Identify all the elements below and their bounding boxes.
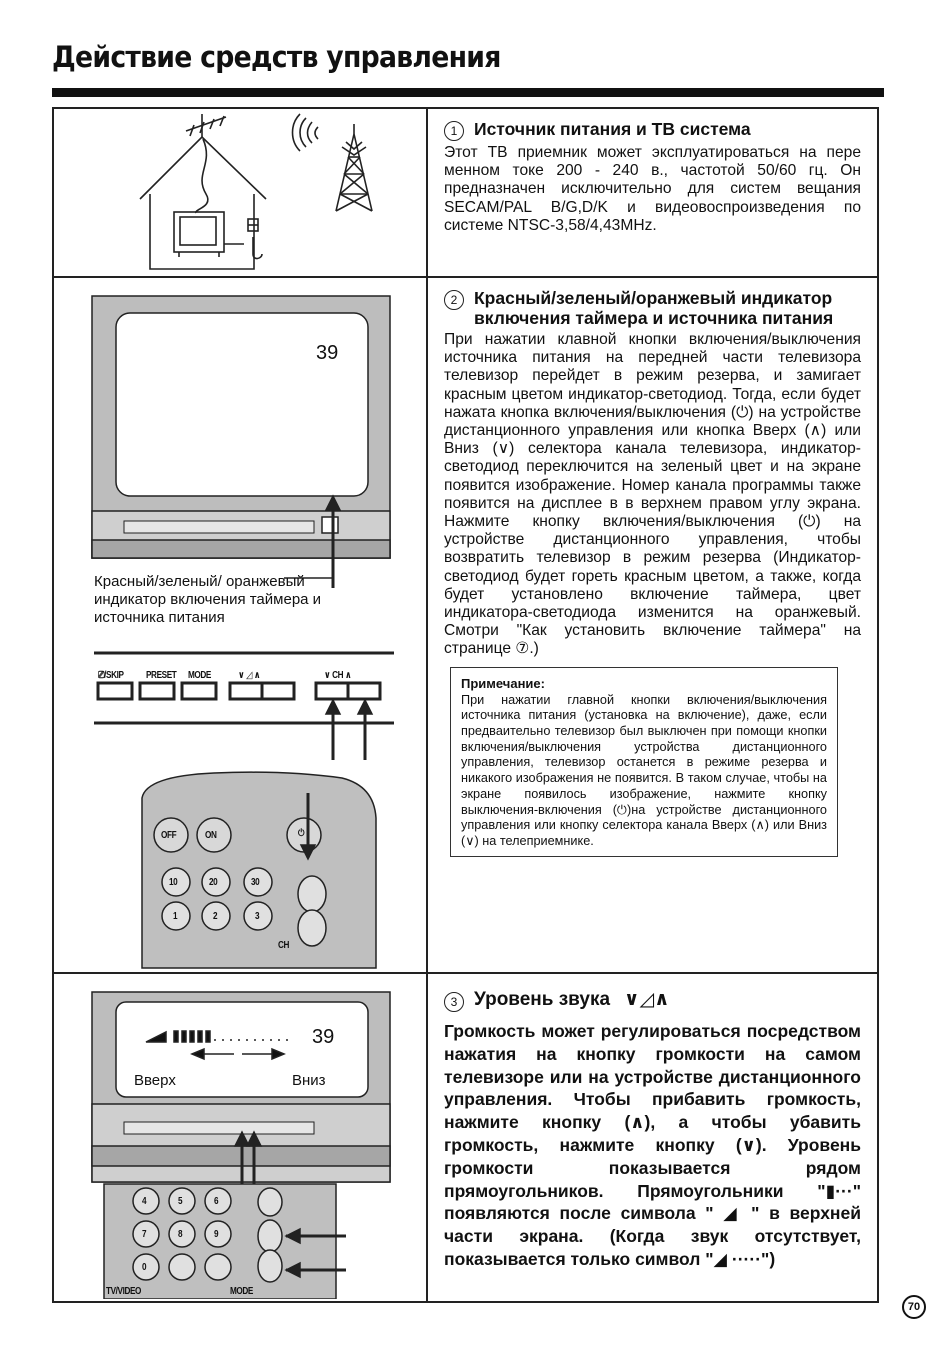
tv-volume-illustration xyxy=(54,974,426,1299)
house-antenna-icon xyxy=(54,109,426,274)
mode-label: MODE xyxy=(188,670,211,681)
tv-channel-number: 39 xyxy=(312,1026,335,1048)
section-volume-text xyxy=(428,974,877,1301)
section-number-badge: 2 xyxy=(444,290,464,310)
section-volume-heading xyxy=(444,990,861,1012)
volume-illustration xyxy=(54,974,428,1301)
remote-key-8: 8 xyxy=(178,1229,183,1240)
section-volume xyxy=(54,972,877,1301)
remote-key-0: 0 xyxy=(142,1262,147,1273)
section-title: Источник питания и ТВ система xyxy=(474,119,751,139)
volume-down-label: Вниз xyxy=(292,1072,326,1089)
section-power-source-text xyxy=(428,109,877,276)
remote-key-6: 6 xyxy=(214,1196,219,1207)
remote-key-7: 7 xyxy=(142,1229,147,1240)
section-number-badge: 1 xyxy=(444,121,464,141)
remote-key-4: 4 xyxy=(142,1196,147,1207)
remote-tv-video-label: TV/VIDEO xyxy=(106,1286,142,1297)
preset-label: PRESET xyxy=(146,670,177,681)
remote-key-30: 30 xyxy=(251,877,260,888)
section-indicator-text xyxy=(428,278,877,972)
remote-off-label: OFF xyxy=(161,830,177,841)
volume-symbols-icon: ∨◿∧ xyxy=(624,989,670,1010)
section-power-source xyxy=(54,109,877,276)
skip-label: ⎚/SKIP xyxy=(98,670,124,681)
content-grid xyxy=(52,107,879,1303)
section-title: Красный/зеленый/оранжевый индикатор включения таймера и источника питания xyxy=(474,288,834,328)
indicator-caption: Красный/зеленый/ оранжевый индикатор включения таймера и источника питания xyxy=(94,573,322,626)
remote-key-9: 9 xyxy=(214,1229,219,1240)
remote-on-label: ON xyxy=(205,830,217,841)
house-antenna-illustration xyxy=(54,109,428,276)
section-number-badge: 3 xyxy=(444,992,464,1012)
volume-label: ∨ ◿ ∧ xyxy=(238,670,261,681)
section-indicator xyxy=(54,276,877,972)
tv-channel-number: 39 xyxy=(316,342,339,364)
remote-key-2: 2 xyxy=(213,911,218,922)
note-title: Примечание: xyxy=(461,675,545,691)
section-body: Этот ТВ приемник может эксплуатироваться на пере менном токе 200 - 240 в., частотой 50/60 гц. Он предназначен исключительно для систем вещания SECAM/PAL B/G,D/K и видеовоспроизведения по системе NTSC-3,58/4,43MHz. xyxy=(444,144,861,234)
title-rule xyxy=(52,88,884,97)
remote-mode-label: MODE xyxy=(230,1286,253,1297)
channel-label: ∨ CH ∧ xyxy=(324,670,352,681)
remote-key-5: 5 xyxy=(178,1196,183,1207)
volume-up-label: Вверх xyxy=(134,1072,176,1089)
section-indicator-heading xyxy=(444,288,861,328)
section-power-source-heading xyxy=(444,119,861,141)
section-body: Громкость может регулироваться посредством нажатия на кнопку громкости на самом телевизоре или на устройстве дистанционного управления. Чтобы прибавить громкость, нажмите кнопку (∧), а чтобы убавить громкость, нажмите кнопку (∨). Уровень громкости показывается рядом прямоугольников. Прямоугольники "▮···" появляются после символа " ◢ " в верхней части экрана. (Когда звук отсутствует, показывается только символ "◢ ·····") xyxy=(444,1021,861,1269)
power-icon: ⏻ xyxy=(298,828,305,839)
note-body: При нажатии главной кнопки включения/выключения источника питания (установка на включение), даже, если предвaительно телевизор был выключен при помощи кнопки включения/выключения устройства дистанционного управления, телевизор останется в режиме резерва и никакого изображения не появится. В таком случае, чтобы на экране появилось изображение, нажмите кнопку выключения-включения (⏻)на устройстве дистанционного управления или кнопку селектора канала Вверх (∧) или Вниз (∨) на телеприемнике. xyxy=(461,692,827,848)
remote-ch-label: CH xyxy=(278,940,290,951)
section-body: При нажатии клавной кнопки включения/выключения источника питания на передней части телевизора телевизор перейдет в режим резерва, и замигает красным цветом индикатор-светодиод. Тогда, если будет нажата кнопка включения/выключения (⏻) на устройстве дистанционного управления или кнопка Вверх (∧) или Вниз (∨) селектора канала телевизора, индикатор-светодиод переключится на зеленый цвет и на экране появится изображение. Номер канала программы также появится на дисплее в в верхнем правом углу экрана. Нажмите кнопку включения/выключения (⏻) на устройстве дистанционного управления, чтобы возвратить телевизор в режим резерва (Индикатор-светодиод будет гореть красным цветом, а также, когда будет установлено включение таймера, цвет индикатора-светодиода изменится на оранжевый. Смотри "Как установить включение таймера" на странице ⑦.) xyxy=(444,331,861,658)
tv-indicator-illustration xyxy=(54,278,428,972)
remote-key-20: 20 xyxy=(209,877,218,888)
remote-key-3: 3 xyxy=(255,911,260,922)
remote-key-10: 10 xyxy=(169,877,178,888)
section-title: Уровень звука xyxy=(474,989,611,1010)
page-title: Действие средств управления xyxy=(52,40,501,74)
page-number: 70 xyxy=(902,1295,926,1319)
remote-key-1: 1 xyxy=(173,911,178,922)
note-box xyxy=(450,667,838,857)
